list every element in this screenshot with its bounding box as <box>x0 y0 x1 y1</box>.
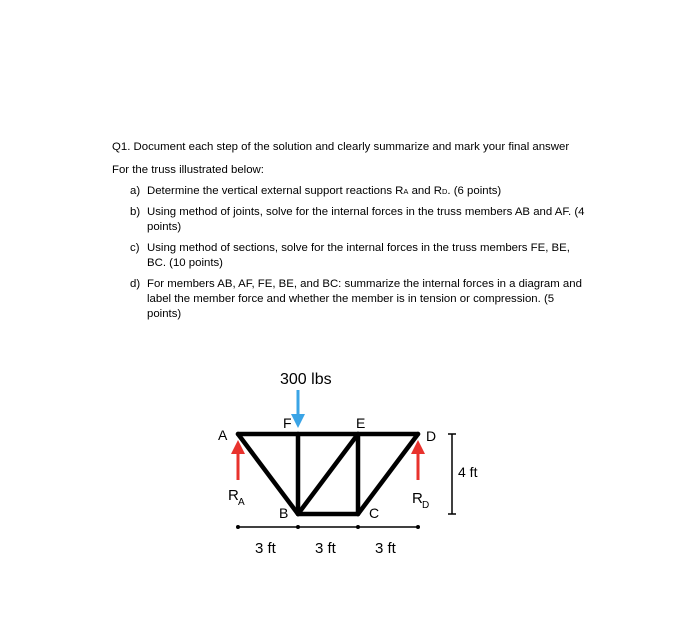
reaction-arrow-d <box>411 440 425 480</box>
question-intro: For the truss illustrated below: <box>112 164 264 176</box>
height-dimension <box>448 434 456 514</box>
node-label-c: C <box>369 505 380 521</box>
svg-text:R: R <box>412 490 423 507</box>
span-dimension <box>236 525 420 529</box>
reaction-label-a <box>228 487 245 508</box>
node-label-a: A <box>218 427 228 443</box>
reaction-label-d <box>412 490 429 511</box>
span-label-1: 3 ft <box>255 540 276 557</box>
node-label-d: D <box>426 428 437 444</box>
item-label: d) <box>130 278 141 290</box>
node-label-e: E <box>356 415 366 431</box>
item-text: Determine the vertical external support reactions RA and RD. (6 points) <box>147 185 502 197</box>
member-ab <box>238 434 298 514</box>
reaction-arrow-a <box>231 440 245 480</box>
member-be <box>298 434 358 514</box>
truss-members <box>238 434 418 514</box>
load-label: 300 lbs <box>280 371 332 388</box>
item-label: a) <box>130 185 141 197</box>
svg-text:A: A <box>238 497 245 508</box>
item-text: Using method of joints, solve for the internal forces in the truss members AB and AF. (4 points) <box>147 206 585 233</box>
item-text: For members AB, AF, FE, BE, and BC: summarize the internal forces in a diagram and label the member force and whether the member is in tension or compression. (5 points) <box>147 278 582 320</box>
node-label-b: B <box>279 505 289 521</box>
item-text: Using method of sections, solve for the internal forces in the truss members FE, BE, BC. (10 points) <box>147 242 570 269</box>
node-label-f: F <box>283 415 292 431</box>
item-label: b) <box>130 206 141 218</box>
item-label: c) <box>130 242 140 254</box>
question-title: Q1. Document each step of the solution and clearly summarize and mark your final answer <box>112 141 570 153</box>
span-label-2: 3 ft <box>315 540 336 557</box>
span-label-3: 3 ft <box>375 540 396 557</box>
load-arrow <box>291 390 305 428</box>
svg-text:D: D <box>422 500 430 511</box>
member-cd <box>358 434 418 514</box>
height-label: 4 ft <box>458 464 478 480</box>
svg-text:R: R <box>228 487 239 504</box>
